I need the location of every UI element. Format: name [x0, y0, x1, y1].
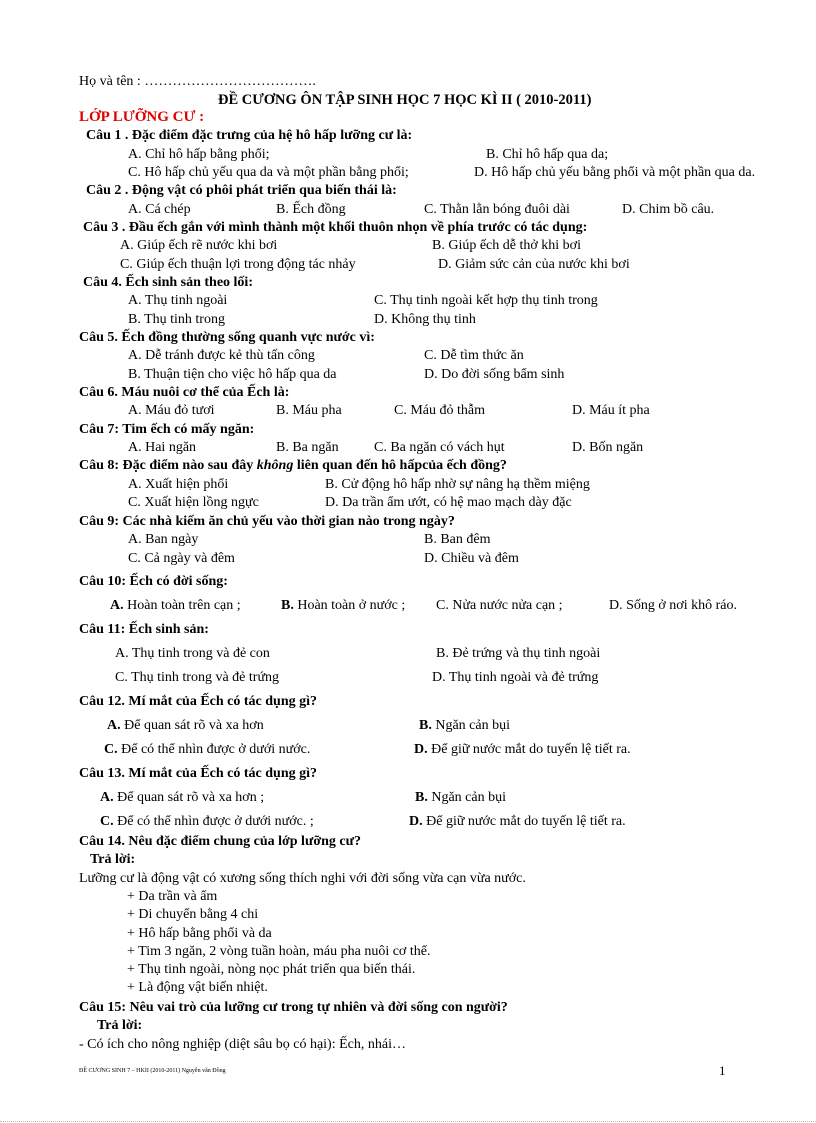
q11-option-b: B. Đẻ trứng và thụ tinh ngoài	[436, 646, 601, 661]
question-4: Câu 4. Ếch sinh sản theo lối:	[83, 275, 253, 290]
page-number: 1	[719, 1063, 726, 1078]
q14-answer-label: Trả lời:	[90, 852, 136, 867]
q6-option-d: D. Máu ít pha	[572, 403, 650, 418]
q13-option-b	[415, 790, 506, 806]
q6-option-b: B. Máu pha	[276, 403, 342, 418]
name-line: Họ và tên : ……………………………….	[79, 74, 316, 89]
q11-option-a: A. Thụ tinh trong và đẻ con	[115, 646, 270, 661]
q13-option-a	[100, 790, 264, 806]
q3-option-d: D. Giảm sức cản của nước khi bơi	[438, 257, 630, 272]
q7-option-b: B. Ba ngăn	[276, 440, 339, 455]
question-8	[79, 458, 507, 474]
q11-option-d: D. Thụ tinh ngoài và đẻ trứng	[432, 670, 599, 685]
question-9: Câu 9: Các nhà kiếm ăn chủ yếu vào thời gian nào trong ngày?	[79, 514, 455, 529]
q2-option-c: C. Thằn lằn bóng đuôi dài	[424, 202, 570, 217]
q10-text-b: Hoàn toàn ở nước ;	[293, 598, 406, 613]
q10-option-c: C. Nửa nước nửa cạn ;	[436, 598, 563, 613]
question-14: Câu 14. Nêu đặc điểm chung của lớp lưỡng cư?	[79, 834, 362, 849]
q4-option-b: B. Thụ tinh trong	[128, 312, 225, 327]
q8-option-a: A. Xuất hiện phổi	[128, 477, 229, 492]
q10-option-b	[281, 598, 405, 614]
q10-key-a: A.	[110, 598, 124, 613]
q7-option-d: D. Bốn ngăn	[572, 440, 644, 455]
q7-option-a: A. Hai ngăn	[128, 440, 197, 455]
q12-option-d	[414, 742, 631, 758]
q2-option-a: A. Cá chép	[128, 202, 191, 217]
q10-option-d: D. Sống ở nơi khô ráo.	[609, 598, 737, 613]
q1-option-a: A. Chỉ hô hấp bằng phổi;	[128, 147, 270, 162]
page-title: ĐỀ CƯƠNG ÔN TẬP SINH HỌC 7 HỌC KÌ II ( 2010-2011)	[218, 92, 592, 108]
q8-text-post: liên quan đến hô hấpcủa ếch đồng?	[293, 458, 507, 473]
q7-option-c: C. Ba ngăn có vách hụt	[374, 440, 505, 455]
q14-point: + Hô hấp bằng phổi và da	[127, 926, 272, 941]
question-11: Câu 11: Ếch sinh sản:	[79, 622, 209, 637]
question-2: Câu 2 . Động vật có phôi phát triển qua biến thái là:	[86, 183, 397, 198]
q12-key-b: B.	[419, 718, 432, 733]
q13-text-b: Ngăn cản bụi	[427, 790, 506, 805]
q1-option-b: B. Chỉ hô hấp qua da;	[486, 147, 609, 162]
q9-option-b: B. Ban đêm	[424, 532, 491, 547]
q5-option-c: C. Dễ tìm thức ăn	[424, 348, 524, 363]
question-6: Câu 6. Máu nuôi cơ thể của Ếch là:	[79, 385, 290, 400]
q12-text-d: Để giữ nước mắt do tuyến lệ tiết ra.	[427, 742, 631, 757]
q13-key-c: C.	[100, 814, 114, 829]
q12-key-d: D.	[414, 742, 428, 757]
q15-answer-label: Trả lời:	[97, 1018, 143, 1033]
q13-key-d: D.	[409, 814, 423, 829]
footer-text: ĐỀ CƯƠNG SINH 7 – HKII (2010-2011) Nguyễn văn Đồng	[79, 1068, 226, 1074]
q15-line-1: - Có ích cho nông nghiệp (diệt sâu bọ có hại): Ếch, nhái…	[79, 1037, 406, 1052]
q12-text-b: Ngăn cản bụi	[431, 718, 510, 733]
q8-emphasis: không	[256, 458, 294, 473]
question-13: Câu 13. Mí mắt của Ếch có tác dụng gì?	[79, 766, 317, 781]
question-7: Câu 7: Tim ếch có mấy ngăn:	[79, 422, 255, 437]
q14-point: + Là động vật biến nhiệt.	[127, 980, 268, 995]
q9-option-a: A. Ban ngày	[128, 532, 199, 547]
q1-option-c: C. Hô hấp chủ yếu qua da và một phần bằng phổi;	[128, 165, 409, 180]
q12-option-a	[107, 718, 264, 734]
q1-option-d: D. Hô hấp chủ yếu bằng phổi và một phần qua da.	[474, 165, 756, 180]
q5-option-d: D. Do đời sống bẩm sinh	[424, 367, 565, 382]
q10-text-a: Hoàn toàn trên cạn ;	[123, 598, 241, 613]
q12-option-b	[419, 718, 510, 734]
question-10: Câu 10: Ếch có đời sống:	[79, 574, 228, 589]
q4-option-c: C. Thụ tinh ngoài kết hợp thụ tinh trong	[374, 293, 598, 308]
q9-option-d: D. Chiều và đêm	[424, 551, 519, 566]
q2-option-d: D. Chim bồ câu.	[622, 202, 715, 217]
q12-key-a: A.	[107, 718, 121, 733]
q10-key-b: B.	[281, 598, 294, 613]
q5-option-b: B. Thuận tiện cho việc hô hấp qua da	[128, 367, 337, 382]
q8-option-d: D. Da trần ẩm ướt, có hệ mao mạch dày đặc	[325, 495, 572, 510]
q13-text-a: Để quan sát rõ và xa hơn ;	[113, 790, 265, 805]
q14-point: + Thụ tinh ngoài, nòng nọc phát triển qua biến thái.	[127, 962, 416, 977]
q12-text-a: Để quan sát rõ và xa hơn	[120, 718, 264, 733]
q13-text-d: Để giữ nước mắt do tuyến lệ tiết ra.	[422, 814, 626, 829]
q13-text-c: Để có thể nhìn được ở dưới nước. ;	[113, 814, 314, 829]
q9-option-c: C. Cả ngày và đêm	[128, 551, 235, 566]
q14-point: + Di chuyển bằng 4 chi	[127, 907, 259, 922]
q8-option-b: B. Cử động hô hấp nhờ sự nâng hạ thềm miệng	[325, 477, 590, 492]
q12-text-c: Để có thể nhìn được ở dưới nước.	[117, 742, 311, 757]
page-edge-divider	[0, 1121, 816, 1122]
q13-option-c	[100, 814, 314, 830]
q13-key-a: A.	[100, 790, 114, 805]
q12-option-c	[104, 742, 310, 758]
q8-text-pre: Câu 8: Đặc điểm nào sau đây	[79, 458, 257, 473]
q2-option-b: B. Ếch đồng	[276, 202, 346, 217]
q6-option-a: A. Máu đỏ tươi	[128, 403, 215, 418]
q14-intro: Lưỡng cư là động vật có xương sống thích nghi với đời sống vừa cạn vừa nước.	[79, 871, 526, 886]
section-heading: LỚP LƯỠNG CƯ :	[79, 109, 205, 125]
q12-key-c: C.	[104, 742, 118, 757]
q10-option-a	[110, 598, 241, 614]
question-5: Câu 5. Ếch đồng thường sống quanh vực nước vì:	[79, 330, 375, 345]
q5-option-a: A. Dễ tránh được kẻ thù tấn công	[128, 348, 315, 363]
q8-option-c: C. Xuất hiện lồng ngực	[128, 495, 259, 510]
q6-option-c: C. Máu đỏ thẫm	[394, 403, 485, 418]
q13-option-d	[409, 814, 626, 830]
question-1: Câu 1 . Đặc điểm đặc trưng của hệ hô hấp lưỡng cư là:	[86, 128, 413, 143]
question-3: Câu 3 . Đầu ếch gắn với mình thành một khối thuôn nhọn về phía trước có tác dụng:	[83, 220, 588, 235]
q13-key-b: B.	[415, 790, 428, 805]
question-12: Câu 12. Mí mắt của Ếch có tác dụng gì?	[79, 694, 317, 709]
q4-option-d: D. Không thụ tinh	[374, 312, 476, 327]
q11-option-c: C. Thụ tinh trong và đẻ trứng	[115, 670, 280, 685]
q14-point: + Tim 3 ngăn, 2 vòng tuần hoàn, máu pha nuôi cơ thể.	[127, 944, 431, 959]
q3-option-a: A. Giúp ếch rẽ nước khi bơi	[120, 238, 278, 253]
question-15: Câu 15: Nêu vai trò của lưỡng cư trong tự nhiên và đời sống con người?	[79, 1000, 508, 1015]
q14-point: + Da trần và ẩm	[127, 889, 218, 904]
q4-option-a: A. Thụ tinh ngoài	[128, 293, 228, 308]
q3-option-b: B. Giúp ếch dễ thở khi bơi	[432, 238, 581, 253]
q3-option-c: C. Giúp ếch thuận lợi trong động tác nhảy	[120, 257, 356, 272]
